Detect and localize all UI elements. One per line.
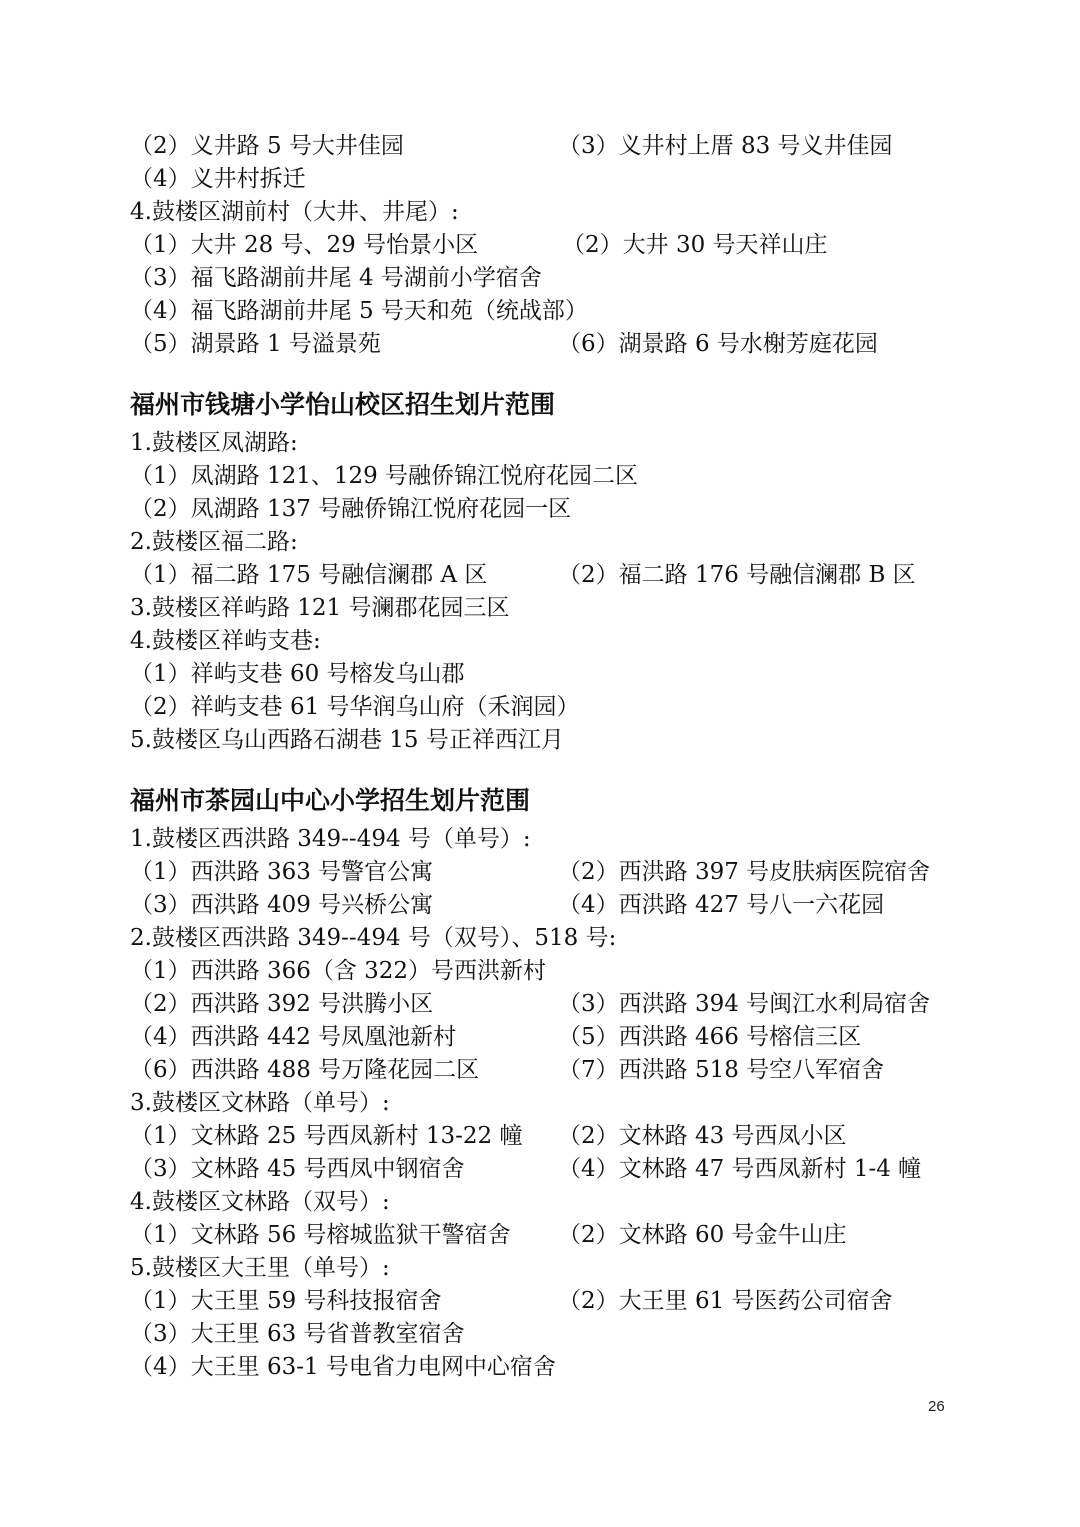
line-text: （4）义井村拆迁: [130, 166, 306, 192]
line-text: （2）祥屿支巷 61 号华润乌山府（禾润园）: [130, 694, 580, 720]
text-line: [130, 130, 950, 163]
text-line: [130, 262, 950, 295]
text-line: [130, 295, 950, 328]
page-number: 26: [928, 1398, 945, 1415]
line-text-second-column: （5）西洪路 466 号榕信三区: [558, 1024, 862, 1050]
line-text: （1）祥屿支巷 60 号榕发乌山郡: [130, 661, 465, 687]
line-text-second-column: （2）福二路 176 号融信澜郡 B 区: [558, 562, 916, 588]
text-line: [130, 1351, 950, 1384]
line-text: （2）义井路 5 号大井佳园: [130, 133, 404, 159]
line-text: （1）凤湖路 121、129 号融侨锦江悦府花园二区: [130, 463, 639, 489]
line-text: （5）湖景路 1 号溢景苑: [130, 331, 381, 357]
text-line: [130, 493, 950, 526]
text-line: [130, 658, 950, 691]
line-text-second-column: （4）文林路 47 号西凤新村 1-4 幢: [558, 1156, 922, 1182]
text-line: [130, 955, 950, 988]
line-text: 2.鼓楼区福二路:: [130, 529, 298, 555]
text-line: [130, 823, 950, 856]
line-text: （3）大王里 63 号省普教室宿舍: [130, 1321, 465, 1347]
line-text-second-column: （2）大王里 61 号医药公司宿舍: [558, 1288, 893, 1314]
document-content: [130, 130, 950, 1384]
text-line: [130, 889, 950, 922]
line-text: （2）凤湖路 137 号融侨锦江悦府花园一区: [130, 496, 572, 522]
text-line: [130, 1285, 950, 1318]
text-line: [130, 229, 950, 262]
text-line: [130, 427, 950, 460]
text-line: [130, 196, 950, 229]
text-line: [130, 922, 950, 955]
text-line: [130, 691, 950, 724]
text-line: [130, 1219, 950, 1252]
text-line: [130, 724, 950, 757]
line-text: 5.鼓楼区乌山西路石湖巷 15 号正祥西江月: [130, 727, 564, 753]
text-line: [130, 1120, 950, 1153]
line-text: 2.鼓楼区西洪路 349--494 号（双号）、518 号:: [130, 925, 617, 951]
line-text: 3.鼓楼区祥屿路 121 号澜郡花园三区: [130, 595, 510, 621]
line-text: （2）西洪路 392 号洪腾小区: [130, 991, 434, 1017]
line-text: 3.鼓楼区文林路（单号）:: [130, 1090, 390, 1116]
line-text: 4.鼓楼区祥屿支巷:: [130, 628, 321, 654]
line-text-second-column: （2）文林路 43 号西凤小区: [558, 1123, 847, 1149]
text-line: [130, 1021, 950, 1054]
line-text: （1）大井 28 号、29 号怡景小区: [130, 232, 479, 258]
line-text: （4）西洪路 442 号凤凰池新村: [130, 1024, 457, 1050]
text-line: [130, 856, 950, 889]
text-line: [130, 328, 950, 361]
line-text: （1）西洪路 366（含 322）号西洪新村: [130, 958, 547, 984]
line-text-second-column: （2）大井 30 号天祥山庄: [562, 232, 828, 258]
line-text-second-column: （2）西洪路 397 号皮肤病医院宿舍: [558, 859, 931, 885]
line-text-second-column: （3）义井村上厝 83 号义井佳园: [558, 133, 893, 159]
line-text: 5.鼓楼区大王里（单号）:: [130, 1255, 390, 1281]
section-title: 福州市钱塘小学怡山校区招生划片范围: [130, 390, 556, 419]
text-line: [130, 163, 950, 196]
text-line: [130, 460, 950, 493]
line-text-second-column: （4）西洪路 427 号八一六花园: [558, 892, 885, 918]
line-text: 4.鼓楼区文林路（双号）:: [130, 1189, 390, 1215]
line-text: 1.鼓楼区西洪路 349--494 号（单号）:: [130, 826, 531, 852]
text-line: [130, 1186, 950, 1219]
text-line: [130, 1318, 950, 1351]
line-text: （1）文林路 25 号西凤新村 13-22 幢: [130, 1123, 523, 1149]
text-line: [130, 592, 950, 625]
text-line: [130, 1153, 950, 1186]
text-line: [130, 526, 950, 559]
line-text: 1.鼓楼区凤湖路:: [130, 430, 298, 456]
text-line: [130, 1087, 950, 1120]
line-text: （1）福二路 175 号融信澜郡 A 区: [130, 562, 488, 588]
text-line: [130, 625, 950, 658]
line-text: （1）大王里 59 号科技报宿舍: [130, 1288, 442, 1314]
line-text: 4.鼓楼区湖前村（大井、井尾）:: [130, 199, 459, 225]
line-text-second-column: （3）西洪路 394 号闽江水利局宿舍: [558, 991, 931, 1017]
text-line: [130, 559, 950, 592]
line-text: （3）文林路 45 号西凤中钢宿舍: [130, 1156, 465, 1182]
line-text-second-column: （7）西洪路 518 号空八军宿舍: [558, 1057, 885, 1083]
line-text-second-column: （2）文林路 60 号金牛山庄: [558, 1222, 847, 1248]
line-text: （4）大王里 63-1 号电省力电网中心宿舍: [130, 1354, 556, 1380]
text-line: [130, 988, 950, 1021]
line-text: （3）福飞路湖前井尾 4 号湖前小学宿舍: [130, 265, 542, 291]
text-line: [130, 1252, 950, 1285]
line-text-second-column: （6）湖景路 6 号水榭芳庭花园: [558, 331, 878, 357]
section-title: 福州市茶园山中心小学招生划片范围: [130, 786, 531, 815]
text-line: [130, 1054, 950, 1087]
line-text: （3）西洪路 409 号兴桥公寓: [130, 892, 434, 918]
line-text: （1）文林路 56 号榕城监狱干警宿舍: [130, 1222, 511, 1248]
line-text: （6）西洪路 488 号万隆花园二区: [130, 1057, 480, 1083]
line-text: （4）福飞路湖前井尾 5 号天和苑（统战部）: [130, 298, 588, 324]
line-text: （1）西洪路 363 号警官公寓: [130, 859, 434, 885]
